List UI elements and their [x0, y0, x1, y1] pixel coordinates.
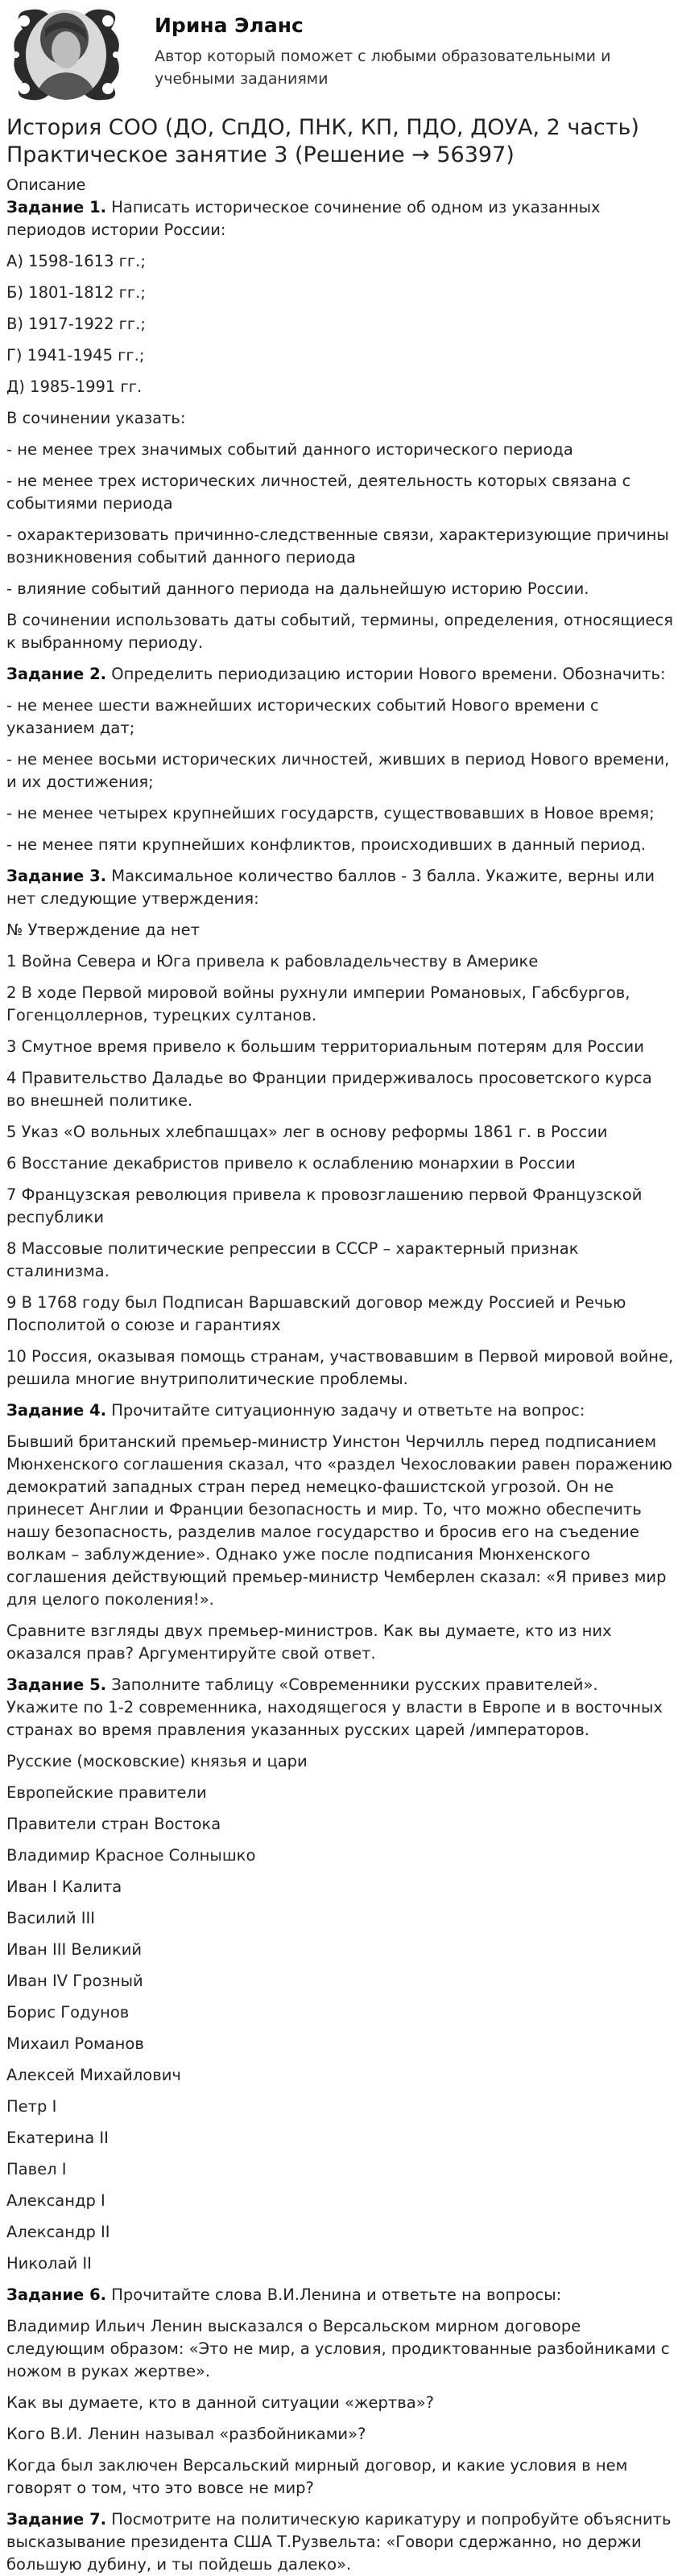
task3-statement: 3 Смутное время привело к большим территориальным потерям для России	[6, 1037, 644, 1056]
task6-question: Когда был заключен Версальский мирный договор, и какие условия в нем говорят о том, что это вовсе не мир?	[6, 2456, 628, 2497]
task1-period: А) 1598-1613 гг.;	[6, 252, 146, 270]
task3-statement: 8 Массовые политические репрессии в СССР – характерный признак сталинизма.	[6, 1239, 579, 1280]
task3-statement: 5 Указ «О вольных хлебпашцах» лег в основу реформы 1861 г. в России	[6, 1123, 608, 1141]
task5-ruler: Алексей Михайлович	[6, 2066, 181, 2084]
task1-label: Задание 1.	[6, 198, 107, 216]
task6-question: Как вы думаете, кто в данной ситуации «жертва»?	[6, 2393, 434, 2412]
task7-label: Задание 7.	[6, 2510, 107, 2529]
task5-column-header: Европейские правители	[6, 1783, 207, 1802]
task5-ruler: Иван IV Грозный	[6, 1972, 143, 1990]
task5-ruler: Павел I	[6, 2160, 67, 2178]
task1-period: В) 1917-1922 гг.;	[6, 315, 146, 333]
task3-table-header: № Утверждение да нет	[6, 921, 200, 939]
task6-label: Задание 6.	[6, 2285, 107, 2304]
task2-label: Задание 2.	[6, 665, 107, 683]
task5-ruler: Борис Годунов	[6, 2003, 130, 2022]
author-avatar[interactable]	[6, 5, 126, 105]
task1-period: Б) 1801-1812 гг.;	[6, 283, 146, 302]
task5-ruler: Василий III	[6, 1909, 95, 1927]
author-header	[6, 0, 674, 109]
task1-requirement: - не менее трех значимых событий данного исторического периода	[6, 440, 573, 459]
task5-ruler: Александр II	[6, 2223, 110, 2241]
task3-statement: 6 Восстание декабристов привело к ослаблению монархии в России	[6, 1154, 576, 1173]
task4-intro: Задание 4. Прочитайте ситуационную задачу и ответьте на вопрос:	[6, 1401, 585, 1420]
task5-ruler: Петр I	[6, 2097, 57, 2116]
description-label: Описание	[6, 176, 86, 194]
task3-statement: 7 Французская революция привела к провозглашению первой Французской республики	[6, 1185, 643, 1226]
task1-intro: Задание 1. Написать историческое сочинение об одном из указанных периодов истории России:	[6, 198, 601, 239]
task5-intro: Задание 5. Заполните таблицу «Современники русских правителей». Укажите по 1-2 современника, находящегося у власти в Европе и в восточных странах во время правления указанных русских царей /императоров.	[6, 1675, 663, 1739]
task2-intro: Задание 2. Определить периодизацию истории Нового времени. Обозначить:	[6, 665, 666, 683]
task1-note: В сочинении использовать даты событий, термины, определения, относящиеся к выбранному периоду.	[6, 611, 673, 652]
task3-statement: 10 Россия, оказывая помощь странам, участвовавшим в Первой мировой войне, решила многие внутриполитические проблемы.	[6, 1347, 674, 1388]
task6-intro: Задание 6. Прочитайте слова В.И.Ленина и ответьте на вопросы:	[6, 2285, 562, 2304]
task2-item: - не менее пяти крупнейших конфликтов, происходивших в данный период.	[6, 835, 647, 854]
avatar-film-frame-icon	[6, 5, 126, 105]
task2-item: - не менее восьми исторических личностей, живших в период Нового времени, и их достижения;	[6, 750, 670, 791]
task5-ruler: Владимир Красное Солнышко	[6, 1846, 256, 1865]
task2-item: - не менее шести важнейших исторических событий Нового времени с указанием дат;	[6, 696, 599, 737]
task5-ruler: Иван I Калита	[6, 1877, 122, 1896]
task5-column-header: Правители стран Востока	[6, 1815, 221, 1833]
task2-item: - не менее четырех крупнейших государств, существовавших в Новое время;	[6, 804, 655, 822]
task3-label: Задание 3.	[6, 867, 107, 885]
task3-statement: 2 В ходе Первой мировой войны рухнули империи Романовых, Габсбургов, Гогенцоллернов, турецких султанов.	[6, 983, 630, 1024]
task6-question: Кого В.И. Ленин называл «разбойниками»?	[6, 2425, 366, 2443]
task3-statement: 9 В 1768 году был Подписан Варшавский договор между Россией и Речью Посполитой о союзе и гарантиях	[6, 1293, 626, 1334]
task1-requirement: - охарактеризовать причинно-следственные связи, характеризующие причины возникновения событий данного периода	[6, 526, 669, 567]
task5-ruler: Михаил Романов	[6, 2034, 144, 2053]
task6-quote: Владимир Ильич Ленин высказался о Версальском мирном договоре следующим образом: «Это не мир, а условия, продиктованные разбойниками с ножом в руках жертве».	[6, 2317, 670, 2380]
task5-ruler: Александр I	[6, 2191, 105, 2210]
task7-intro: Задание 7. Посмотрите на политическую карикатуру и попробуйте объяснить высказывание президента США Т.Рузвельта: «Говори сдержанно, но держи большую дубину, и ты пойдешь далеко».	[6, 2510, 672, 2574]
task5-column-header: Русские (московские) князья и цари	[6, 1752, 308, 1770]
task5-label: Задание 5.	[6, 1675, 107, 1694]
task1-requirement: - не менее трех исторических личностей, деятельность которых связана с событиями периода	[6, 472, 631, 513]
task3-intro: Задание 3. Максимальное количество баллов - 3 балла. Укажите, верны или нет следующие утверждения:	[6, 867, 655, 908]
task4-question: Сравните взгляды двух премьер-министров. Как вы думаете, кто из них оказался прав? Аргументируйте свой ответ.	[6, 1622, 612, 1663]
task4-body: Бывший британский премьер-министр Уинстон Черчилль перед подписанием Мюнхенского соглашения сказал, что «раздел Чехословакии равен поражению демократий западных стран перед немецко-фашистской угрозой. Он не принесет Англии и Франции безопасность и мир. То, что можно обеспечить нашу безопасность, разделив малое государство и бросив его на съедение волкам – заблуждение». Однако уже после подписания Мюнхенского соглашения действующий премьер-министр Чемберлен сказал: «Я привез мир для целого поколения!».	[6, 1432, 672, 1609]
task1-period: Г) 1941-1945 гг.;	[6, 346, 145, 365]
task5-ruler: Екатерина II	[6, 2129, 109, 2147]
work-title: История СОО (ДО, СпДО, ПНК, КП, ПДО, ДОУА, 2 часть) Практическое занятие 3 (Решение → 56397)	[6, 115, 639, 167]
task5-ruler: Николай II	[6, 2254, 92, 2273]
author-description: Автор который поможет с любыми образовательными и учебными заданиями	[155, 47, 611, 88]
author-name[interactable]: Ирина Эланс	[155, 14, 304, 37]
task3-statement: 4 Правительство Даладье во Франции придерживалось просоветского курса во внешней политике.	[6, 1069, 652, 1110]
task1-requirement: - влияние событий данного периода на дальнейшую историю России.	[6, 579, 589, 598]
task3-statement: 1 Война Севера и Юга привела к рабовладельчеству в Америке	[6, 952, 539, 971]
author-info	[155, 5, 674, 90]
task1-period: Д) 1985-1991 гг.	[6, 377, 143, 396]
task5-ruler: Иван III Великий	[6, 1940, 143, 1959]
task1-indicate-heading: В сочинении указать:	[6, 409, 186, 427]
task4-label: Задание 4.	[6, 1401, 107, 1420]
